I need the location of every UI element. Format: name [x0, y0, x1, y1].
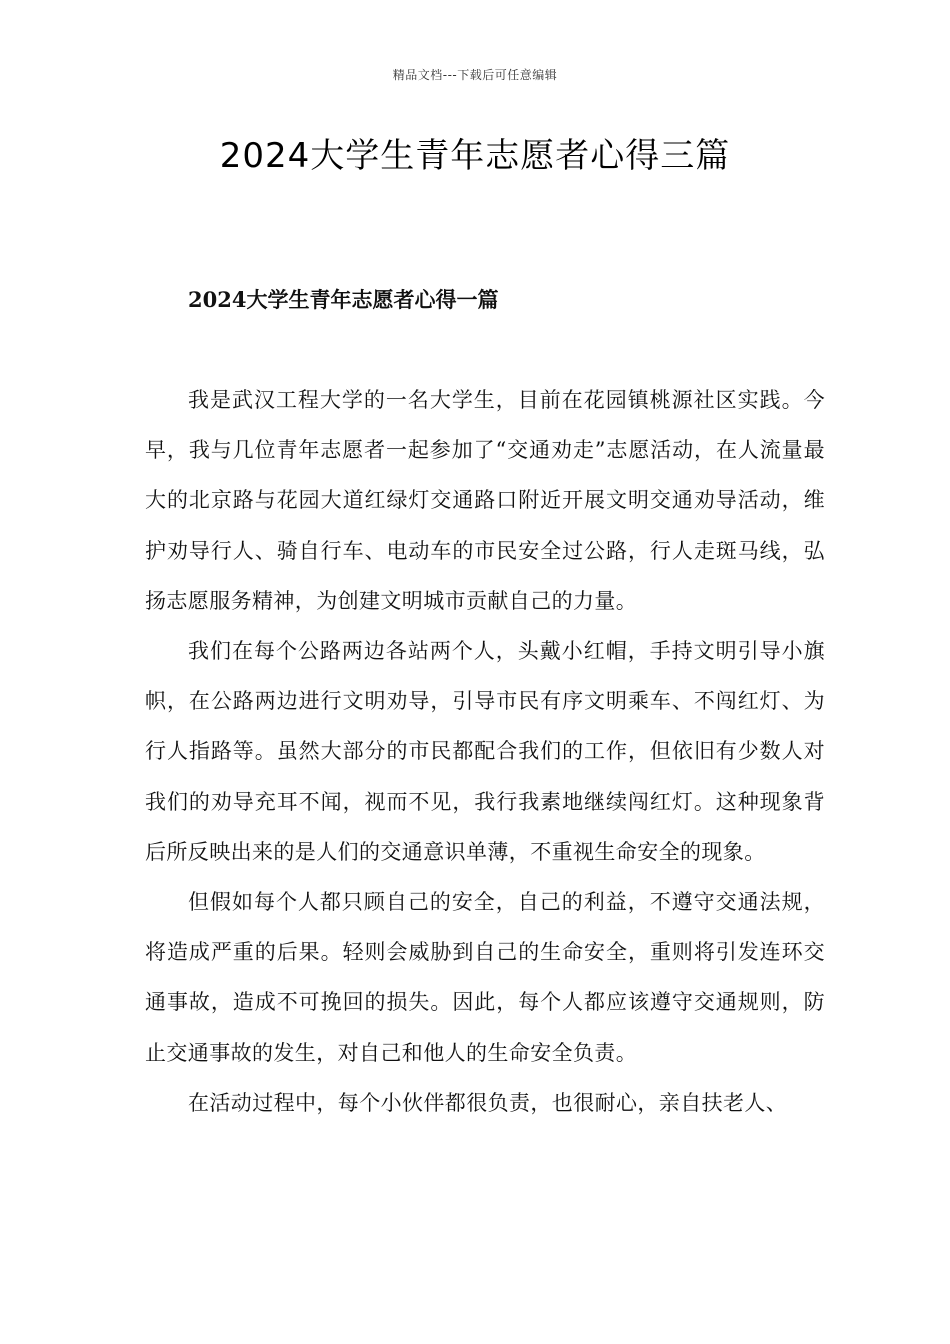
section-title: 2024大学生青年志愿者心得一篇 [188, 287, 499, 312]
document-title: 2024大学生青年志愿者心得三篇 [219, 136, 731, 176]
body-text [145, 375, 825, 1128]
header-note: 精品文档---下载后可任意编辑 [392, 68, 558, 82]
paragraph: 在活动过程中，每个小伙伴都很负责，也很耐心，亲自扶老人、 [188, 1090, 788, 1115]
paragraph: 我是武汉工程大学的一名大学生，目前在花园镇桃源社区实践。今早，我与几位青年志愿者一起参加了“交通劝走”志愿活动，在人流量最大的北京路与花园大道红绿灯交通路口附近开展文明交通劝导活动，维护劝导行人、骑自行车、电动车的市民安全过公路，行人走斑马线，弘扬志愿服务精神，为创建文明城市贡献自己的力量。 [145, 388, 825, 613]
paragraph: 我们在每个公路两边各站两个人，头戴小红帽，手持文明引导小旗帜，在公路两边进行文明劝导，引导市民有序文明乘车、不闯红灯、为行人指路等。虽然大部分的市民都配合我们的工作，但依旧有少数人对我们的劝导充耳不闻，视而不见，我行我素地继续闯红灯。这种现象背后所反映出来的是人们的交通意识单薄，不重视生命安全的现象。 [145, 639, 825, 864]
paragraph: 但假如每个人都只顾自己的安全，自己的利益，不遵守交通法规，将造成严重的后果。轻则会威胁到自己的生命安全，重则将引发连环交通事故，造成不可挽回的损失。因此，每个人都应该遵守交通规则，防止交通事故的发生，对自己和他人的生命安全负责。 [145, 890, 825, 1065]
